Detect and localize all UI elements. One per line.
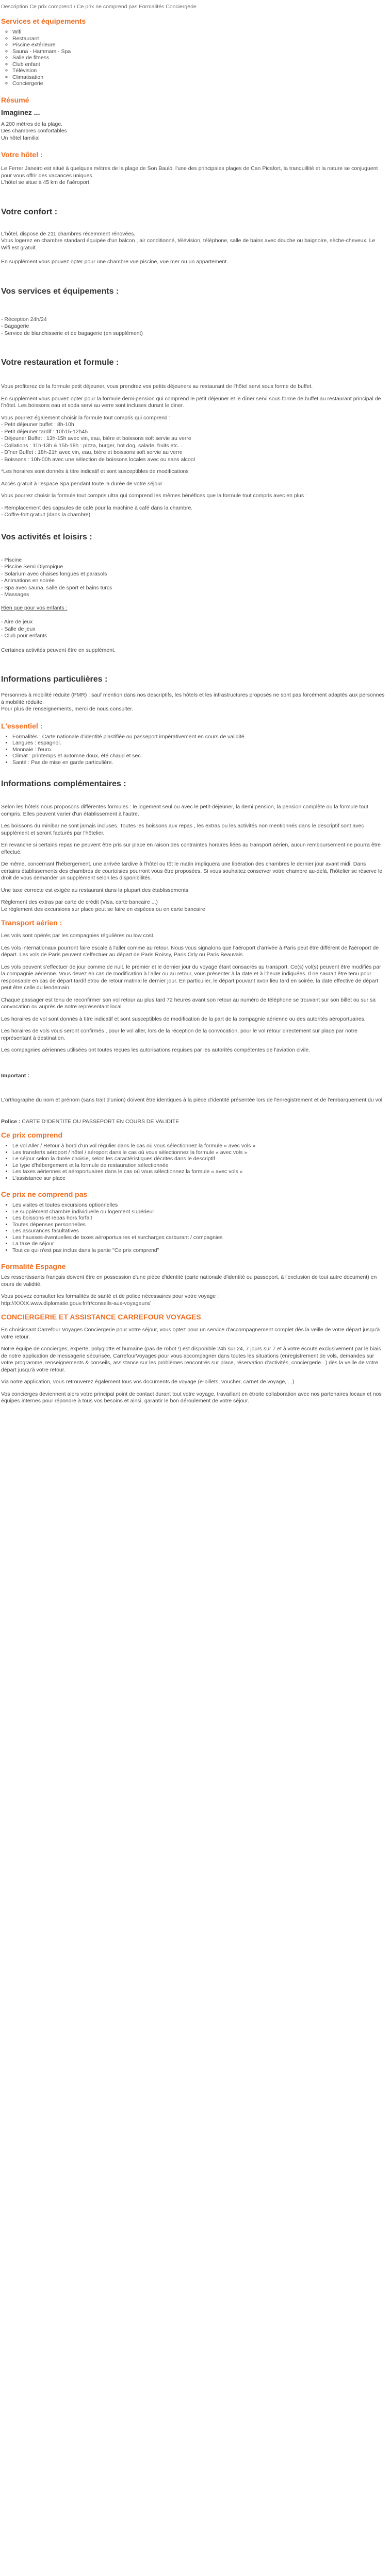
list-item: • Les transferts aéroport / hôtel / aéroport dans le cas où vous sélectionnez la formule « avec vols »	[12, 1149, 385, 1156]
list-item: • Monnaie : l'euro.	[12, 747, 385, 753]
confort-line: L'hôtel, dispose de 211 chambres récemment rénovées.	[1, 230, 136, 237]
hotel-heading: Votre hôtel :	[1, 150, 43, 159]
confort-line: Vous logerez en chambre standard équipée d'un balcon , air conditionné, télévision, téléphone, salle de bains avec douche ou baignoire, sèche-cheveux. Le Wifi est gratuit.	[1, 238, 376, 251]
comprend-heading: Ce prix comprend	[1, 1131, 63, 1139]
list-item: ◦ Télévision	[12, 67, 385, 74]
complementaires-p5: Une taxe correcte est exigée au restaurant dans la plupart des établissements.	[1, 887, 190, 893]
list-item: ◦ Restaurant	[12, 36, 385, 42]
list-item: • Les assurances facultatives	[12, 1228, 385, 1234]
important-police	[1, 1118, 385, 1126]
conciergerie-p2: Notre équipe de concierges, experte, polyglotte et humaine (pas de robot !) est disponible 24h sur 24, 7 jours sur 7 et à votre écoute exclusivement par le biais de notre application de messagerie sécurisée, CarrefourVoyages pour vous accompagner dans toutes les situations (enregistrement de vols, demandes sur votre programme, renseignements & conseils, assistance sur les problèmes rencontrés sur place, réservation d'activités, conciergerie...) dès la veille de votre départ jusqu'à votre retour.	[1, 1346, 381, 1373]
list-item: • Tout ce qui n'est pas inclus dans la partie "Ce prix comprend"	[12, 1247, 385, 1254]
restauration-heading: Votre restauration et formule :	[1, 358, 119, 367]
resume-line: Un hôtel familial	[1, 134, 40, 141]
complementaires-p7: Le règlement des excursions sur place peut se faire en espèces ou en carte bancaire	[1, 906, 205, 912]
essentiel-list	[1, 734, 385, 766]
activites-item: - Animations en soirée	[1, 578, 55, 584]
list-item: • Les hausses éventuelles de taxes aéroportuaires et surcharges carburant / compagnies	[12, 1234, 385, 1241]
list-item: ◦ Conciergerie	[12, 80, 385, 87]
particulieres-p1: Personnes à mobilité réduite (PMR) : sauf mention dans nos descriptifs, les hôtels et les infrastructures proposés ne sont pas forcément adaptés aux personnes à mobilité réduite.	[1, 692, 385, 705]
list-item: • Les boissons et repas hors forfait	[12, 1215, 385, 1222]
activites-enfants-item: - Aire de jeux	[1, 619, 33, 625]
hotel-line: Le Ferrer Janeiro est situé à quelques mètres de la plage de Son Bauló, l'une des principales plages de Can Picafort, la tranquillité et la nature se conjuguent pour vous offrir des vacances uniques.	[1, 165, 378, 179]
restauration-p6-item: - Remplacement des capsules de café pour la machine à café dans la chambre.	[1, 504, 193, 511]
transport-p2: Les vols internationaux pourront faire escale à l'aller comme au retour. Nous vous signalons que l'aéroport d'arrivée à Paris peut être différent de l'aéroport de départ. Les vols de Paris peuvent s'effectuer au départ de Paris Roissy, Paris Orly ou Paris Beauvais.	[1, 944, 379, 958]
particulieres-heading: Informations particulières :	[1, 675, 108, 684]
important-heading: Important :	[1, 1072, 29, 1079]
conciergerie-heading: CONCIERGERIE ET ASSISTANCE CARREFOUR VOYAGES	[1, 1313, 201, 1321]
list-item: • Formalités : Carte nationale d'identité plastifiée ou passeport impérativement en cours de validité.	[12, 734, 385, 740]
restauration-p2: En supplément vous pouvez opter pour la formule demi-pension qui comprend le petit déjeuner et le dîner servi sous forme de buffet au restaurant principal de l'hôtel. Les boissons eau et soda servi au verre sont incluses durant le diner.	[1, 395, 381, 409]
complementaires-p1: Selon les hôtels nous proposons différentes formules : le logement seul ou avec le petit-déjeuner, la demi pension, la pension complète ou la formule tout compris. Elles peuvent varier d'un établissement à l'autre.	[1, 804, 368, 817]
resume-heading: Résumé	[1, 95, 29, 104]
hotel-line: L'hôtel se situe à 45 km de l'aéroport.	[1, 179, 91, 185]
restauration-p3-item: - Petit déjeuner tardif : 10h15-12h45	[1, 428, 88, 435]
list-item: ◦ Climatisation	[12, 74, 385, 81]
formalite-p2: Vous pouvez consulter les formalités de santé et de police nécessaires pour votre voyage :	[1, 1293, 219, 1299]
list-item: • L'assistance sur place	[12, 1175, 385, 1182]
list-item: • Les visites et toutes excursions optionnelles	[12, 1202, 385, 1209]
list-item: ◦ Piscine extérieure	[12, 42, 385, 48]
activites-enfants-label: Rien que pour vos enfants :	[1, 604, 68, 611]
list-item: • Toutes dépenses personnelles	[12, 1222, 385, 1228]
ne-comprend-pas-heading: Ce prix ne comprend pas	[1, 1190, 88, 1198]
list-item: • Le type d'hébergement et la formule de restauration sélectionnée	[12, 1162, 385, 1169]
list-item: • Le vol Aller / Retour à bord d'un vol régulier dans le cas où vous sélectionnez la formule « avec vols »	[12, 1143, 385, 1149]
transport-p4: Chaque passager est tenu de reconfirmer son vol retour au plus tard 72 heures avant son retour au numéro de téléphone se trouvant sur son billet ou sur sa convocation ou auprès de notre représentant local.	[1, 996, 376, 1010]
equipements-heading: Vos services et équipements :	[1, 286, 119, 296]
services-list	[1, 29, 385, 87]
list-item: • Les taxes aériennes et aéroportuaires dans le cas où vous sélectionnez la formule « avec vols »	[12, 1168, 385, 1175]
restauration-p3-item: - Petit déjeuner buffet : 8h-10h	[1, 421, 74, 428]
complementaires-p6: Règlement des extras par carte de crédit (Visa, carte bancaire ...)	[1, 899, 158, 905]
transport-heading: Transport aérien :	[1, 919, 62, 927]
activites-item: - Piscine Semi Olympique	[1, 564, 63, 570]
transport-p3: Les vols peuvent s'effectuer de jour comme de nuit, le premier et le dernier jour du voyage étant consacrés au transport. Ce(s) vol(s) peuvent être modifiés par la compagnie aérienne. Vous devez en cas de modification à l'aller ou au retour, vous présenter à la date et à l'heure indiquées. Il ne saurait être tenu pour responsable en cas de départ tardif et/ou de retour matinal le dernier jour. En particulier, le départ pouvant avoir lieu tard en soirée, la date effective de départ peut être celle du lendemain.	[1, 963, 381, 991]
ne-comprend-pas-list	[1, 1202, 385, 1253]
essentiel-heading: L'essentiel :	[1, 721, 43, 730]
complementaires-heading: Informations complémentaires :	[1, 779, 126, 788]
list-item: • La taxe de séjour	[12, 1241, 385, 1247]
transport-p6: Les horaires de vols vous seront confirmés , pour le vol aller, lors de la réception de la convocation, pour le vol retour directement sur place par notre représentant à destination.	[1, 1028, 358, 1041]
conciergerie-p4: Vos concierges deviennent alors votre principal point de contact durant tout votre voyage, travaillant en étroite collaboration avec nos partenaires locaux et nos équipes internes pour répondre à tous vos besoins et ainsi, garantir le bon déroulement de votre séjour.	[1, 1391, 382, 1404]
equipements-line: - Bagagerie	[1, 323, 29, 329]
complementaires-p4: De même, concernant l'hébergement, une arrivée tardive à l'hôtel ou tôt le matin impliquera une libération des chambres le dernier jour avant midi. Dans certains établissements des chambres de courtoisies pourront vous être proposées. Si vous souhaitez conserver votre chambre au-delà, l'hôtelier se réserve le droit de vous demander un supplément selon les disponibilités.	[1, 861, 383, 881]
list-item: ◦ Wifi	[12, 29, 385, 36]
list-item: ◦ Club enfant	[12, 61, 385, 68]
complementaires-p3: En revanche si certains repas ne peuvent être pris sur place en raison des contraintes horaires liées au transport aérien, aucun remboursement ne pourra être effectué.	[1, 842, 381, 855]
conciergerie-p3: Via notre application, vous retrouverez également tous vos documents de voyage (e-billets, voucher, carnet de voyage, ...)	[1, 1379, 295, 1385]
list-item: ◦ Sauna - Hammam - Spa	[12, 48, 385, 55]
activites-enfants-item: - Salle de jeux	[1, 625, 36, 632]
conciergerie-p1: En choisissant Carrefour Voyages Conciergerie pour votre séjour, vous optez pour un service d'accompagnement complet dès la veille de votre départ jusqu'à votre retour.	[1, 1327, 380, 1340]
confort-heading: Votre confort :	[1, 207, 58, 216]
important-police-label: Police :	[1, 1118, 21, 1125]
page-breadcrumb: Description Ce prix comprend / Ce prix ne comprend pas Formalités Conciergerie	[1, 4, 197, 10]
important-p1: L'orthographe du nom et prénom (sans trait d'union) doivent être identiques à la pièce d'identité présentée lors de l'enregistrement et de l'embarquement du vol.	[1, 1097, 384, 1103]
list-item: • Le séjour selon la durée choisie, selon les caractéristiques décrites dans le descriptif	[12, 1156, 385, 1162]
equipements-line: - Service de blanchisserie et de bagagerie (en supplément)	[1, 330, 143, 336]
resume-subheading: Imaginez ...	[1, 108, 40, 116]
activites-item: - Spa avec sauna, salle de sport et bains turcs	[1, 584, 112, 591]
confort-line: En supplément vous pouvez opter pour une chambre vue piscine, vue mer ou un appartement.	[1, 259, 229, 265]
formalite-p1: Les ressortissants français doivent être en possession d'une pièce d'identité (carte nationale d'identité ou passeport, à l'exclusion de tout autre document) en cours de validité.	[1, 1274, 377, 1287]
particulieres-p2: Pour plus de renseignements, merci de nous consulter.	[1, 706, 134, 712]
formalite-link[interactable]: http://XXXX.www.diplomatie.gouv.fr/fr/conseils-aux-voyageurs/	[1, 1300, 151, 1307]
list-item: • Le supplément chambre individuelle ou logement supérieur	[12, 1209, 385, 1215]
list-item: • Langues : espagnol.	[12, 740, 385, 747]
restauration-p6-intro: Vous pourrez choisir la formule tout compris ultra qui comprend les mêmes bénéfices que la formule tout compris avec en plus :	[1, 493, 307, 499]
restauration-p4: *Les horaires sont donnés à titre indicatif et sont susceptibles de modifications	[1, 468, 189, 474]
transport-p7: Les compagnies aériennes utilisées ont toutes reçues les autorisations requises par les autorités compétentes de l'aviation civile.	[1, 1047, 311, 1053]
transport-p5: Les horaires de vol sont donnés à titre indicatif et sont susceptibles de modification de la part de la compagnie aérienne ou des autorités aéroportuaires.	[1, 1015, 366, 1022]
equipements-line: - Réception 24h/24	[1, 316, 47, 323]
restauration-p3-item: - Déjeuner Buffet : 13h-15h avec vin, eau, bière et boissons soft servie au verre	[1, 435, 191, 442]
restauration-p1: Vous profiterez de la formule petit déjeuner, vous prendrez vos petits déjeuners au restaurant de l'hôtel servi sous forme de buffet.	[1, 383, 313, 389]
resume-line: Des chambres confortables	[1, 128, 67, 134]
complementaires-p2: Les boissons du minibar ne sont jamais incluses. Toutes les boissons aux repas , les extras ou les activités non mentionnés dans le descriptif sont avec supplément et seront facturés par l'hôtelier.	[1, 823, 364, 836]
restauration-p3-item: - Dîner Buffet : 18h-21h avec vin, eau, bière et boissons soft servie au verre	[1, 449, 183, 455]
restauration-p3-intro: Vous pourrez également choisir la formule tout compris qui comprend :	[1, 414, 171, 421]
restauration-p3-item: - Boissons : 10h-00h avec une sélection de boissons locales avec ou sans alcool	[1, 456, 195, 463]
restauration-p5: Accès gratuit à l'espace Spa pendant toute la durée de votre séjour	[1, 480, 162, 487]
restauration-p3-item: - Collations : 11h-13h & 15h-18h : pizza, burger, hot dog, salade, fruits etc...	[1, 442, 183, 449]
list-item: • Climat : printemps et automne doux, été chaud et sec.	[12, 753, 385, 759]
important-police-text: CARTE D'IDENTITE OU PASSEPORT EN COURS DE VALIDITE	[20, 1118, 180, 1125]
list-item: ◦ Salle de fitness	[12, 55, 385, 61]
activites-item: - Massages	[1, 591, 29, 598]
activites-enfants-item: - Club pour enfants	[1, 633, 47, 639]
activites-item: - Solarium avec chaises longues et parasols	[1, 570, 107, 577]
transport-p1: Les vols sont opérés par les compagnies régulières ou low cost.	[1, 933, 155, 939]
activites-heading: Vos activités et loisirs :	[1, 532, 92, 541]
list-item: • Santé : Pas de mise en garde particulière.	[12, 759, 385, 766]
resume-line: A 200 mètres de la plage.	[1, 121, 63, 127]
services-heading: Services et équipements	[1, 17, 86, 25]
activites-item: - Piscine	[1, 556, 22, 563]
restauration-p6-item: - Coffre-fort gratuit (dans la chambre)	[1, 512, 91, 518]
activites-note: Certaines activités peuvent être en supplément.	[1, 647, 116, 653]
comprend-list	[1, 1143, 385, 1181]
formalite-heading: Formalité Espagne	[1, 1262, 66, 1270]
